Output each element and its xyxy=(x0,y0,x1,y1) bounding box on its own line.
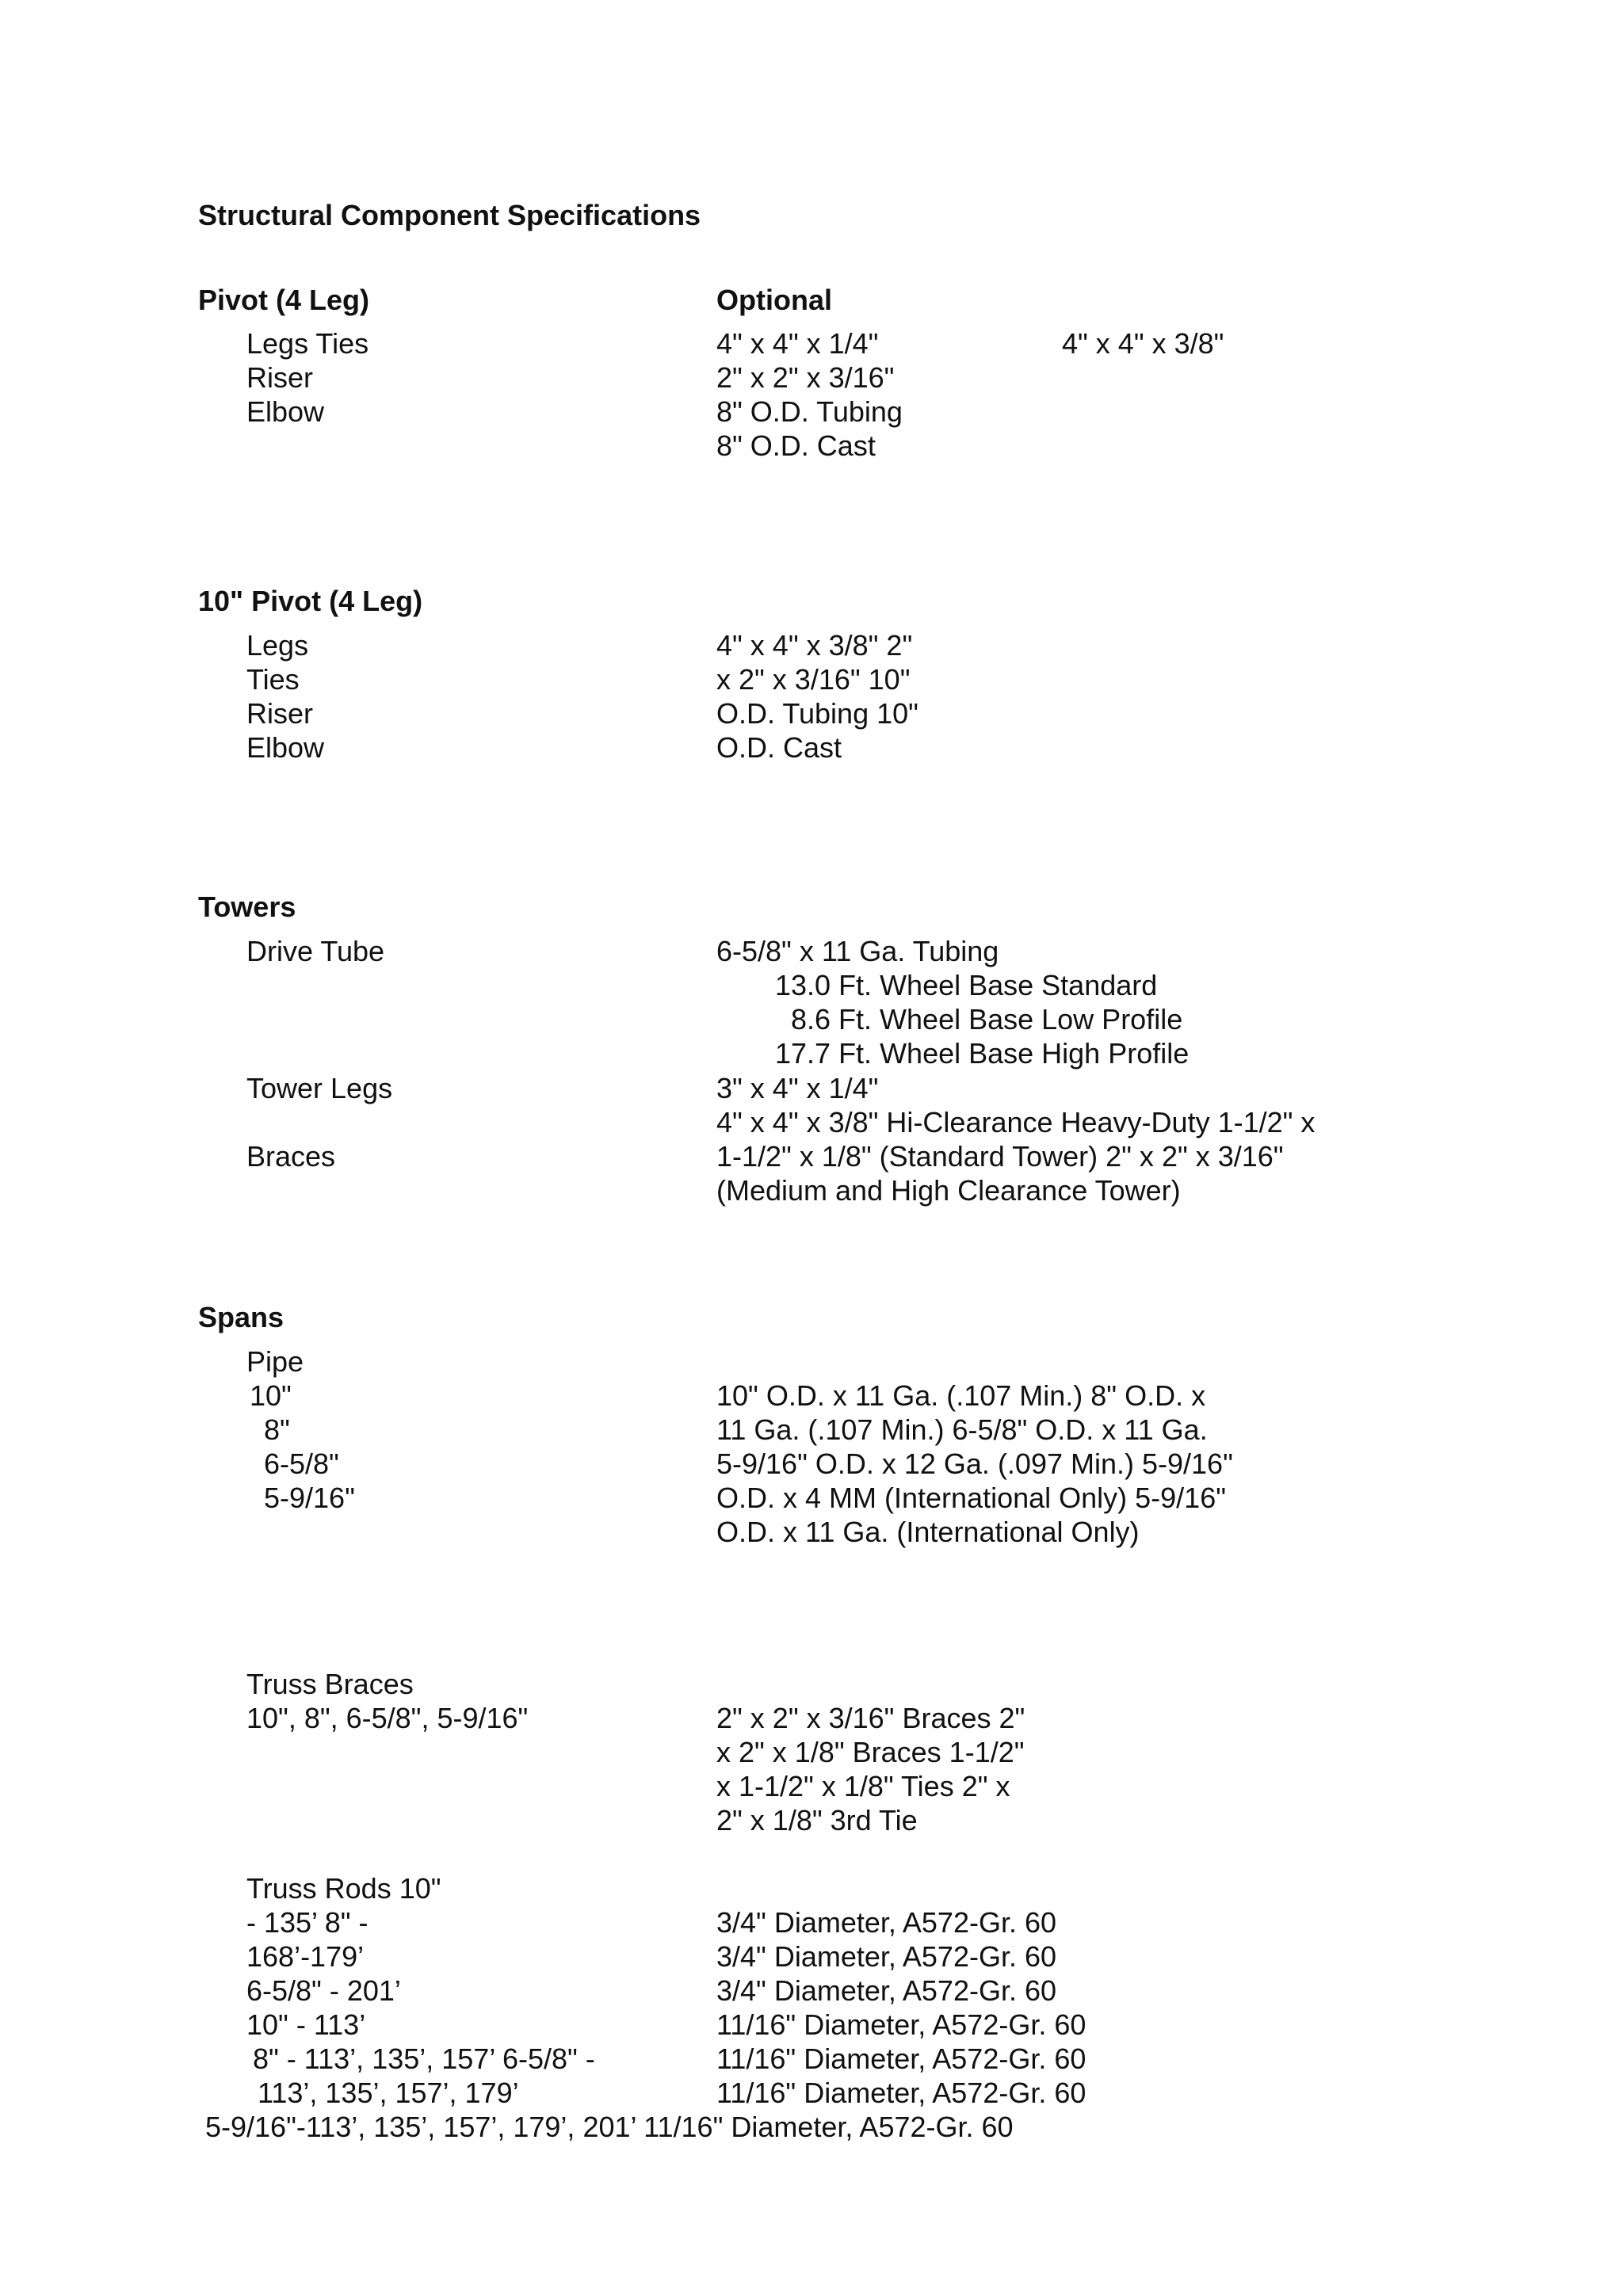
wheel-base-low: 8.6 Ft. Wheel Base Low Profile xyxy=(791,1003,1183,1035)
truss-rod-value: 11/16" Diameter, A572-Gr. 60 xyxy=(716,2008,1086,2041)
pivot4-value: 8" O.D. Tubing xyxy=(716,395,903,428)
truss-rod-value: 11/16" Diameter, A572-Gr. 60 xyxy=(716,2042,1086,2075)
truss-braces-value: x 2" x 1/8" Braces 1-1/2" xyxy=(716,1736,1025,1768)
drive-tube-label: Drive Tube xyxy=(246,935,385,967)
pivot4-optional-value: 4" x 4" x 3/8" xyxy=(1062,327,1224,360)
truss-rod-size: - 135’ 8" - xyxy=(246,1906,369,1939)
pivot10-value: 4" x 4" x 3/8" 2" xyxy=(716,629,913,662)
truss-braces-value: x 1-1/2" x 1/8" Ties 2" x xyxy=(716,1770,1010,1802)
truss-rod-value: 3/4" Diameter, A572-Gr. 60 xyxy=(716,1974,1057,2007)
wheel-base-standard: 13.0 Ft. Wheel Base Standard xyxy=(775,969,1158,1001)
pivot10-value: O.D. Cast xyxy=(716,731,842,764)
pipe-value: 5-9/16" O.D. x 12 Ga. (.097 Min.) 5-9/16" xyxy=(716,1447,1233,1480)
truss-rod-size: 168’-179’ xyxy=(246,1940,365,1973)
pipe-value: O.D. x 4 MM (International Only) 5-9/16" xyxy=(716,1482,1227,1514)
tower-legs-label: Tower Legs xyxy=(246,1072,393,1104)
pivot4-value: 8" O.D. Cast xyxy=(716,429,876,462)
braces-value: (Medium and High Clearance Tower) xyxy=(716,1174,1181,1207)
pivot10-value: O.D. Tubing 10" xyxy=(716,697,918,730)
pivot4-label: Legs Ties xyxy=(246,327,369,360)
pipe-size: 6-5/8" xyxy=(264,1447,339,1480)
pipe-size: 10" xyxy=(250,1379,292,1412)
drive-tube-value: 6-5/8" x 11 Ga. Tubing xyxy=(716,935,999,967)
pipe-value: 10" O.D. x 11 Ga. (.107 Min.) 8" O.D. x xyxy=(716,1379,1206,1412)
pivot4-heading: Pivot (4 Leg) xyxy=(198,284,370,316)
truss-rod-value: 3/4" Diameter, A572-Gr. 60 xyxy=(716,1906,1057,1939)
truss-braces-value: 2" x 1/8" 3rd Tie xyxy=(716,1804,918,1836)
truss-rod-size: 10" - 113’ xyxy=(246,2008,366,2041)
pivot4-label: Elbow xyxy=(246,395,325,428)
pipe-value: 11 Ga. (.107 Min.) 6-5/8" O.D. x 11 Ga. xyxy=(716,1413,1208,1446)
truss-rod-size: 113’, 135’, 157’, 179’ xyxy=(258,2077,519,2109)
truss-braces-sizes: 10", 8", 6-5/8", 5-9/16" xyxy=(246,1702,529,1734)
truss-rod-size: 6-5/8" - 201’ xyxy=(246,1974,401,2007)
pivot4-value: 4" x 4" x 1/4" xyxy=(716,327,879,360)
braces-label: Braces xyxy=(246,1140,336,1173)
pipe-value: O.D. x 11 Ga. (International Only) xyxy=(716,1516,1140,1548)
pipe-size: 5-9/16" xyxy=(264,1482,355,1514)
pivot10-label: Ties xyxy=(246,663,300,696)
pivot10-label: Elbow xyxy=(246,731,325,764)
truss-rod-value: 11/16" Diameter, A572-Gr. 60 xyxy=(716,2077,1086,2109)
truss-braces-label: Truss Braces xyxy=(246,1668,414,1700)
truss-rod-size: 8" - 113’, 135’, 157’ 6-5/8" - xyxy=(253,2042,595,2075)
pivot4-value: 2" x 2" x 3/16" xyxy=(716,361,895,394)
truss-braces-value: 2" x 2" x 3/16" Braces 2" xyxy=(716,1702,1025,1734)
tower-legs-value: 3" x 4" x 1/4" xyxy=(716,1072,879,1104)
pivot10-label: Legs xyxy=(246,629,309,662)
truss-rods-label: Truss Rods 10" xyxy=(246,1872,441,1905)
pivot4-label: Riser xyxy=(246,361,314,394)
truss-rod-last-line: 5-9/16"-113’, 135’, 157’, 179’, 201’ 11/16" Diameter, A572-Gr. 60 xyxy=(205,2111,1014,2143)
truss-rod-value: 3/4" Diameter, A572-Gr. 60 xyxy=(716,1940,1057,1973)
wheel-base-high: 17.7 Ft. Wheel Base High Profile xyxy=(775,1037,1190,1070)
pivot10-heading: 10" Pivot (4 Leg) xyxy=(198,585,423,617)
braces-value: 1-1/2" x 1/8" (Standard Tower) 2" x 2" x 3/16" xyxy=(716,1140,1284,1173)
pivot4-optional-heading: Optional xyxy=(716,284,832,316)
spans-heading: Spans xyxy=(198,1301,285,1333)
pipe-size: 8" xyxy=(264,1413,290,1446)
pipe-label: Pipe xyxy=(246,1345,304,1378)
pivot10-label: Riser xyxy=(246,697,314,730)
page-title: Structural Component Specifications xyxy=(198,199,701,231)
pivot10-value: x 2" x 3/16" 10" xyxy=(716,663,911,696)
towers-heading: Towers xyxy=(198,891,296,923)
tower-legs-value: 4" x 4" x 3/8" Hi-Clearance Heavy-Duty 1-1/2" x xyxy=(716,1106,1316,1138)
